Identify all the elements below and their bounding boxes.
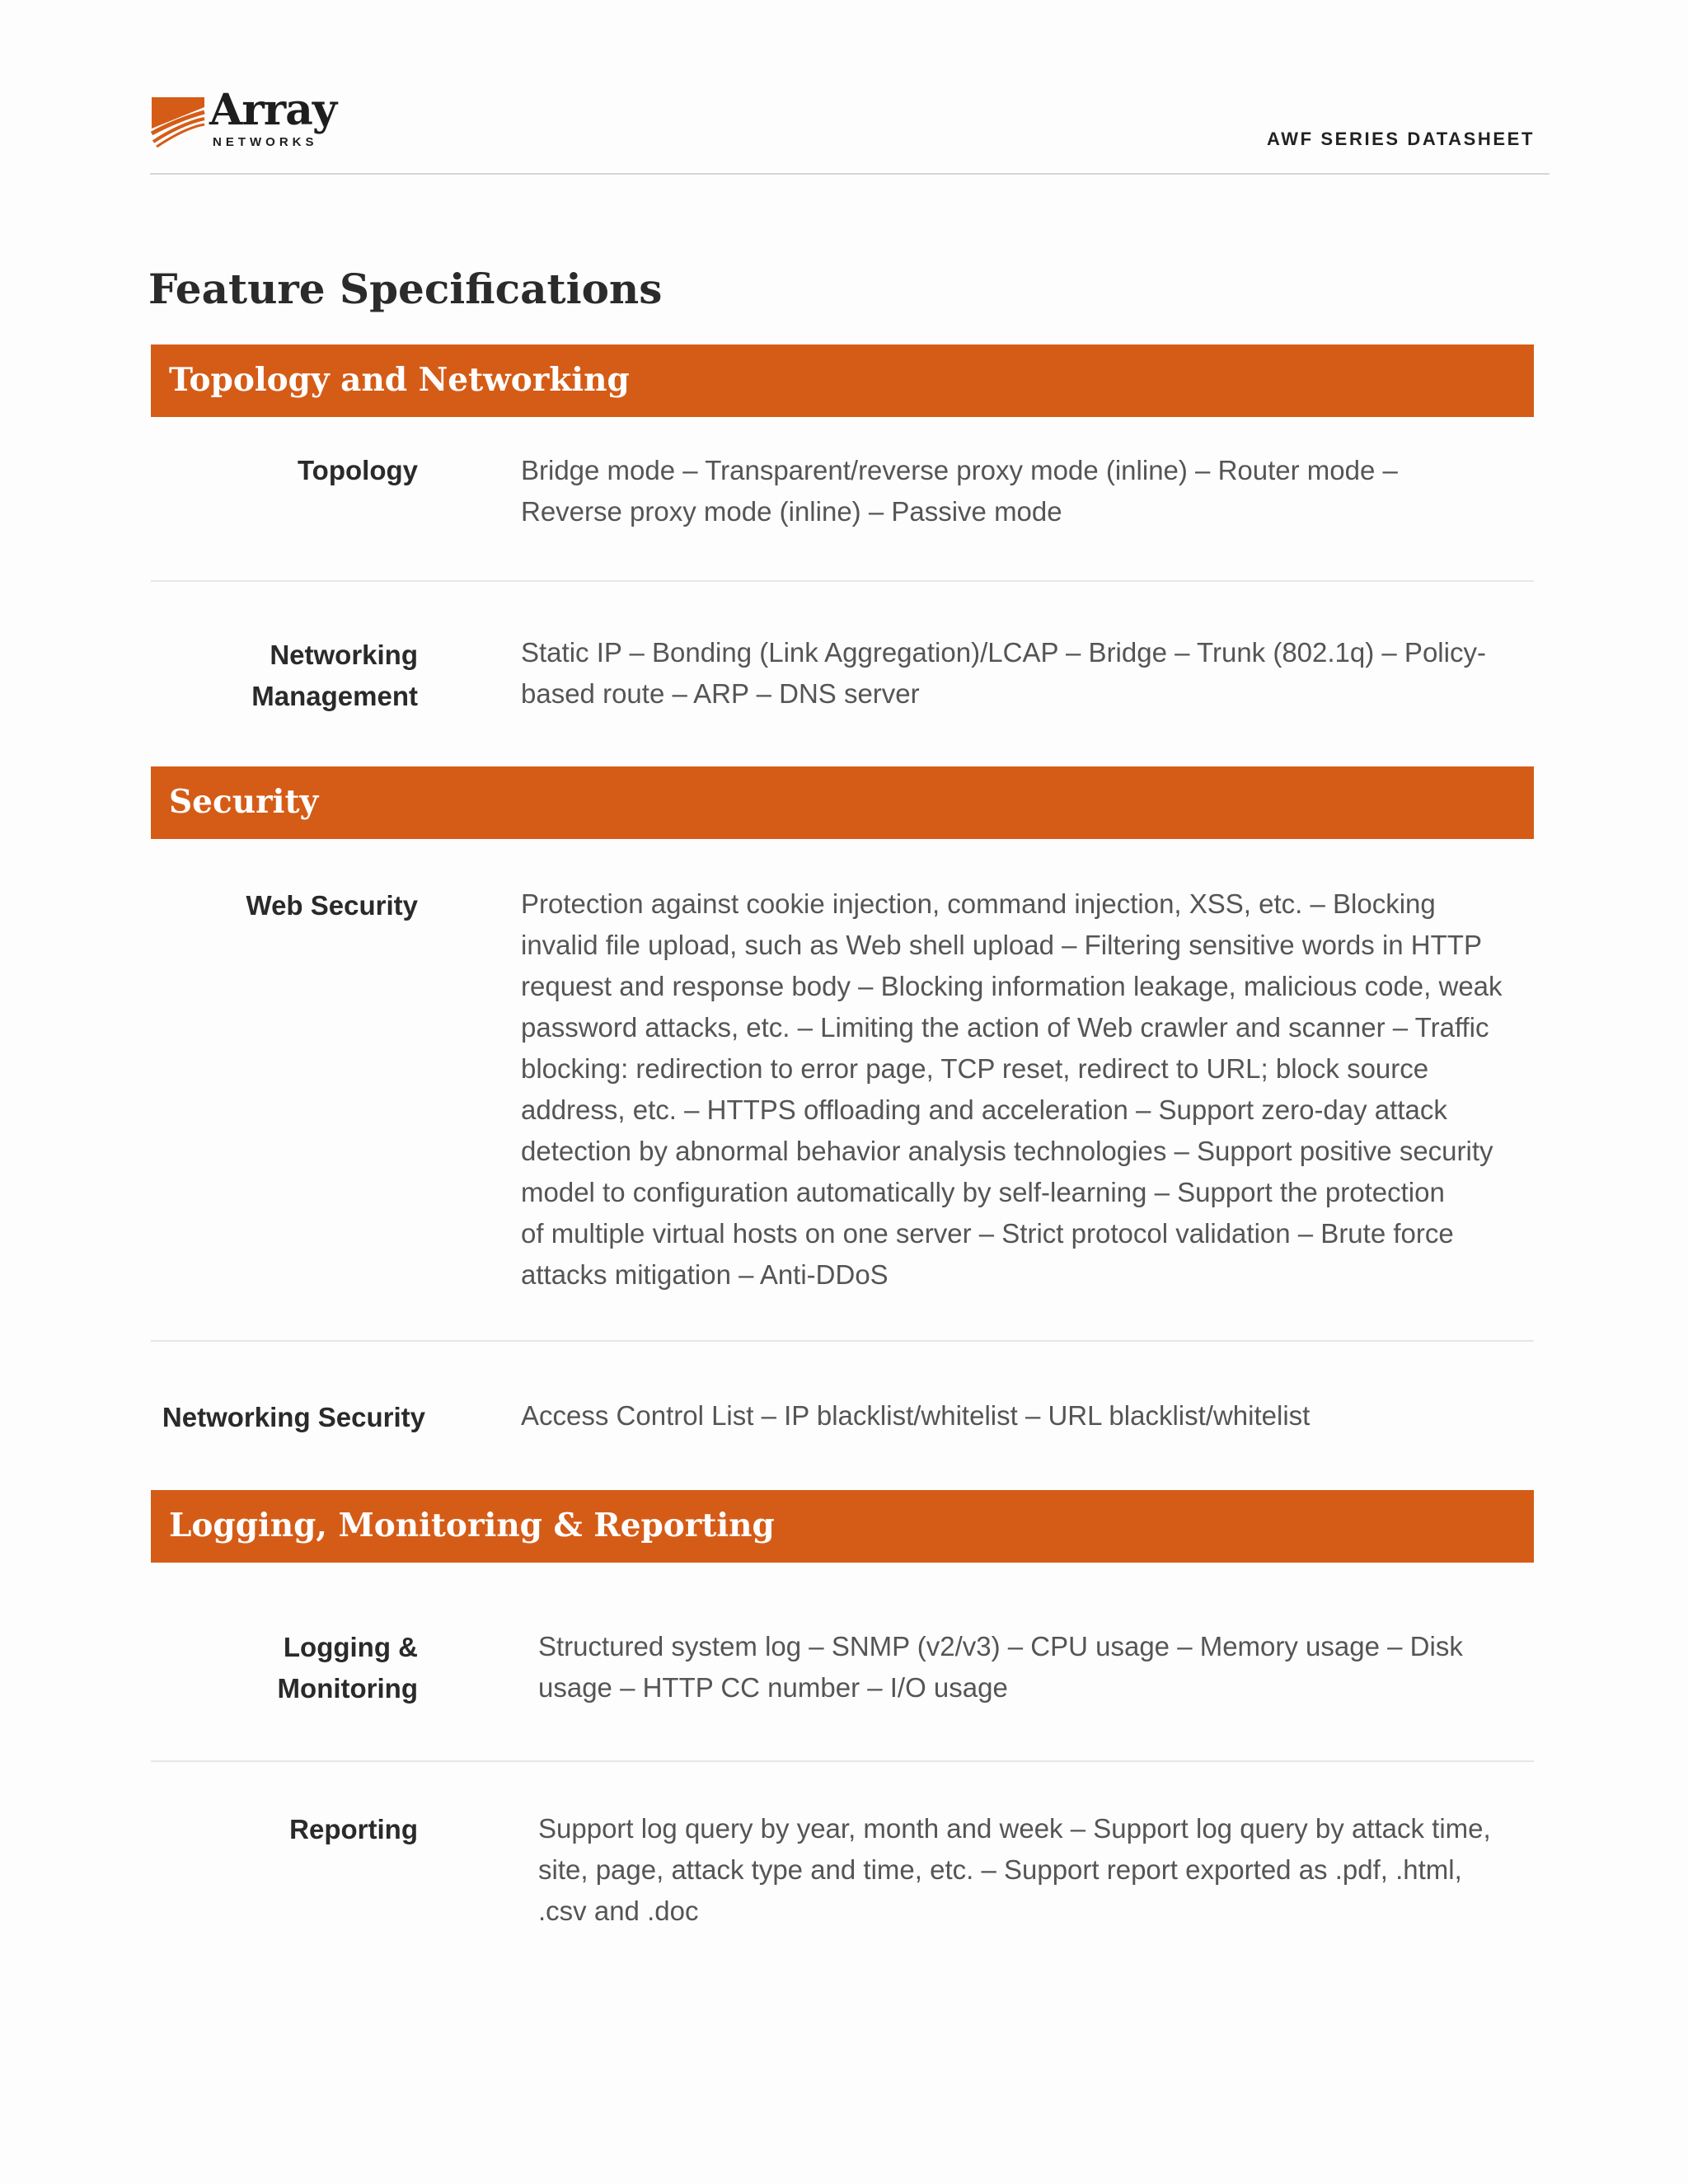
row-value-line: .csv and .doc xyxy=(538,1896,699,1926)
row-label-web-security xyxy=(246,885,418,926)
logo-subtitle: NETWORKS xyxy=(213,135,318,149)
array-networks-logo xyxy=(150,85,364,152)
row-divider xyxy=(151,1340,1534,1342)
row-label-line: Networking xyxy=(270,640,418,670)
row-label-line: Networking Security xyxy=(162,1402,425,1432)
row-label-line: Logging & xyxy=(283,1632,418,1662)
row-label-networking-security xyxy=(162,1397,425,1438)
row-value-line: Structured system log – SNMP (v2/v3) – CPU usage – Memory usage – Disk xyxy=(538,1631,1463,1661)
row-value-line: invalid file upload, such as Web shell upload – Filtering sensitive words in HTTP xyxy=(521,930,1482,960)
row-label-logging-monitoring xyxy=(278,1627,418,1709)
row-value-topology xyxy=(521,450,1543,532)
row-value-line: Protection against cookie injection, command injection, XSS, etc. – Blocking xyxy=(521,888,1436,919)
row-value-line: usage – HTTP CC number – I/O usage xyxy=(538,1672,1008,1703)
logo-wordmark: Array xyxy=(209,85,337,135)
row-value-line: Access Control List – IP blacklist/whitelist – URL blacklist/whitelist xyxy=(521,1400,1311,1431)
row-label-line: Management xyxy=(251,681,418,711)
row-value-web-security xyxy=(521,883,1543,1296)
row-label-reporting xyxy=(289,1809,418,1850)
row-value-line: password attacks, etc. – Limiting the action of Web crawler and scanner – Traffic xyxy=(521,1012,1489,1043)
row-value-networking-security xyxy=(521,1395,1543,1436)
row-label-line: Web Security xyxy=(246,890,418,921)
row-value-reporting xyxy=(538,1808,1560,1932)
row-value-line: model to configuration automatically by self-learning – Support the protection xyxy=(521,1177,1445,1207)
page-header xyxy=(150,85,1550,175)
row-value-line: attacks mitigation – Anti-DDoS xyxy=(521,1259,889,1290)
row-value-line: Static IP – Bonding (Link Aggregation)/LCAP – Bridge – Trunk (802.1q) – Policy- xyxy=(521,637,1486,668)
row-value-line: address, etc. – HTTPS offloading and acceleration – Support zero-day attack xyxy=(521,1094,1447,1125)
row-value-line: blocking: redirection to error page, TCP reset, redirect to URL; block source xyxy=(521,1053,1429,1084)
row-label-topology xyxy=(298,450,418,491)
row-label-line: Reporting xyxy=(289,1814,418,1844)
row-value-line: based route – ARP – DNS server xyxy=(521,678,920,709)
row-label-line: Monitoring xyxy=(277,1673,418,1704)
row-value-line: Bridge mode – Transparent/reverse proxy mode (inline) – Router mode – xyxy=(521,455,1398,485)
row-value-networking-management xyxy=(521,632,1543,715)
row-label-networking-management xyxy=(251,635,418,717)
section-title: Security xyxy=(169,783,319,821)
section-title: Logging, Monitoring & Reporting xyxy=(169,1507,775,1544)
section-header-security xyxy=(151,766,1534,839)
row-value-line: of multiple virtual hosts on one server – Strict protocol validation – Brute force xyxy=(521,1218,1454,1249)
logo-mark-icon xyxy=(150,96,208,148)
row-label-line: Topology xyxy=(297,455,418,485)
row-value-line: detection by abnormal behavior analysis technologies – Support positive security xyxy=(521,1136,1493,1166)
row-value-line: Reverse proxy mode (inline) – Passive mode xyxy=(521,496,1062,527)
row-value-line: request and response body – Blocking information leakage, malicious code, weak xyxy=(521,971,1503,1001)
section-header-logging-monitoring-reporting xyxy=(151,1490,1534,1563)
row-value-line: Support log query by year, month and week – Support log query by attack time, xyxy=(538,1813,1491,1844)
row-divider xyxy=(151,580,1534,582)
section-header-topology-networking xyxy=(151,344,1534,417)
datasheet-label: AWF SERIES DATASHEET xyxy=(1267,129,1535,149)
section-title: Topology and Networking xyxy=(169,361,630,399)
row-value-line: site, page, attack type and time, etc. – Support report exported as .pdf, .html, xyxy=(538,1854,1462,1885)
row-value-logging-monitoring xyxy=(538,1626,1560,1708)
page-title: Feature Specifications xyxy=(148,265,663,313)
row-divider xyxy=(151,1760,1534,1762)
